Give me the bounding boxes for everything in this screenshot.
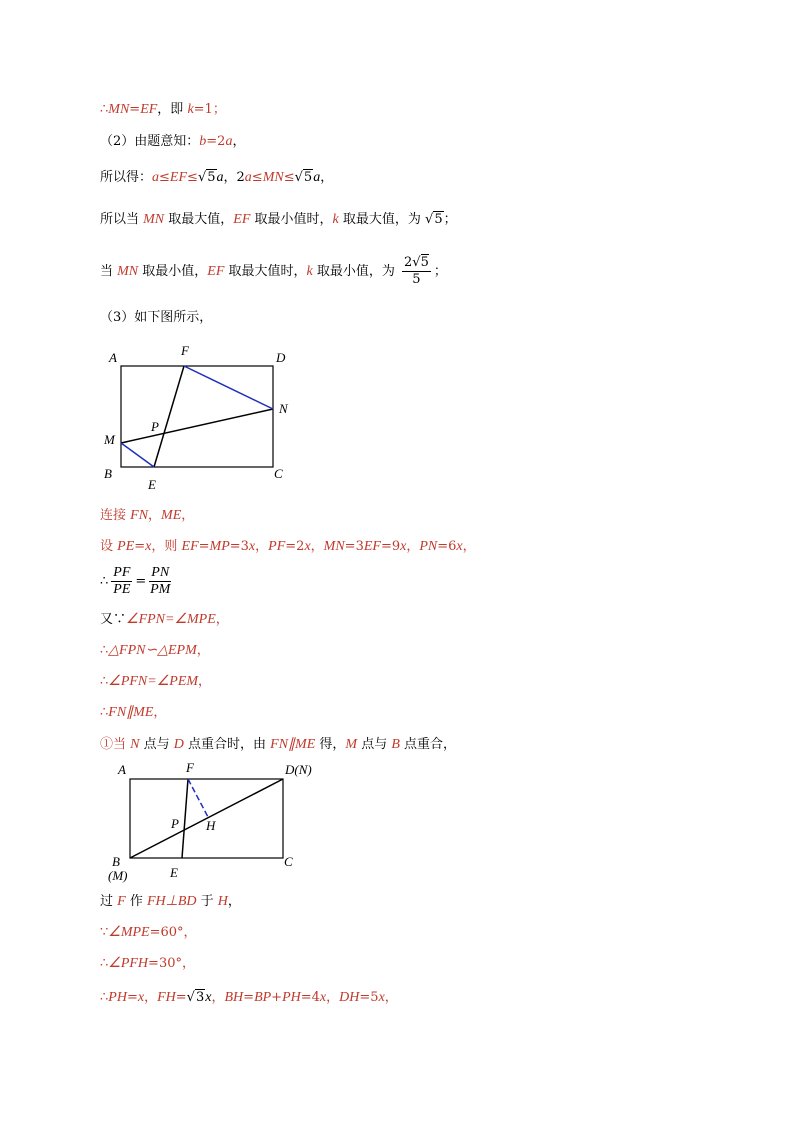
comma: ， [181, 508, 195, 523]
similar-triangles: △FPN∽△EPM [108, 643, 197, 658]
line-12 [100, 674, 211, 690]
therefore-symbol: ∴ [100, 705, 109, 720]
var: BP [254, 990, 272, 1005]
part-3-label: （3）如下图所示， [100, 310, 213, 325]
line-2 [100, 134, 245, 150]
text-so: 所以得： [100, 170, 153, 185]
angle-equality: ∠FPN=∠MPE [126, 612, 216, 627]
segment-me [121, 443, 154, 467]
comma: ， [215, 612, 229, 627]
var-m: M [345, 737, 358, 752]
comma: ， [144, 990, 158, 1005]
var-ef: EF [207, 264, 225, 279]
text: 取最小值，为 [312, 264, 400, 279]
text-also-because: 又∵ [100, 612, 127, 627]
sqrt-three: √3 [186, 990, 205, 1005]
comma: ， [384, 990, 398, 1005]
comma: ， [310, 539, 324, 554]
leq: ≤ [159, 170, 170, 185]
therefore-symbol: ∴ [100, 643, 109, 658]
var-d: D [173, 737, 184, 752]
var: x [378, 990, 385, 1005]
num: =4 [300, 990, 320, 1005]
var-k: k [187, 102, 194, 117]
eq: = [126, 990, 138, 1005]
text: 取最小值时， [250, 212, 333, 227]
fraction-two-sqrt5-over-5: $\frac{2√5}{5}$ [404, 255, 429, 287]
figure-2-rectangle [100, 756, 340, 886]
semicolon: ； [443, 212, 457, 227]
eq: = [175, 990, 187, 1005]
comma: ， [255, 539, 269, 554]
parallel-statement: FN∥ME [108, 705, 154, 720]
var-a: a [216, 170, 224, 185]
label-p: P [151, 419, 159, 434]
text: 点与 [139, 737, 174, 752]
equals: = [135, 574, 147, 589]
var-ef: EF [169, 170, 188, 185]
comma: ， [148, 508, 162, 523]
denominator: PM [150, 582, 171, 597]
leq: ≤ [187, 170, 198, 185]
comma: ， [227, 894, 241, 909]
label-d-n: D(N) [285, 762, 312, 777]
eq: = [134, 539, 146, 554]
radicand: 3 [195, 990, 205, 1005]
num: =3 [344, 539, 364, 554]
var-f: F [117, 894, 126, 909]
label-e: E [148, 477, 156, 492]
var: x [248, 539, 256, 554]
label-a: A [118, 762, 126, 777]
comma: ， [198, 674, 212, 689]
var: FH [157, 990, 176, 1005]
comma: ， [232, 134, 246, 149]
label-b: B [104, 466, 112, 481]
perpendicular-statement: FH⊥BD [146, 894, 197, 909]
comma: ， [406, 539, 420, 554]
var: MP [209, 539, 230, 554]
comma: ， [320, 170, 334, 185]
var: PN [419, 539, 438, 554]
var: x [304, 539, 311, 554]
var-me: ME [161, 508, 182, 523]
comma: ， [153, 705, 167, 720]
line-7 [100, 508, 194, 524]
numerator: PN [151, 565, 170, 580]
line-18 [100, 990, 398, 1006]
var: x [456, 539, 463, 554]
num: =6 [437, 539, 457, 554]
text: 所以当 [100, 212, 144, 227]
var: EF [363, 539, 381, 554]
part-2-label: （2）由题意知： [100, 134, 200, 149]
num: =3 [229, 539, 249, 554]
var: x [137, 990, 145, 1005]
var: MN [323, 539, 345, 554]
var-mn: MN [143, 212, 165, 227]
segment-fn [184, 366, 273, 409]
plus: + [271, 990, 283, 1005]
var-mn: MN [108, 102, 130, 117]
leq: ≤ [251, 170, 263, 185]
angle: ∠PFH [108, 956, 149, 971]
line-6 [100, 310, 212, 326]
text: 作 [125, 894, 147, 909]
var-k: k [306, 264, 313, 279]
num: =2 [285, 539, 305, 554]
var: PE [117, 539, 135, 554]
comma: ， [462, 539, 476, 554]
label-f: F [181, 343, 189, 358]
fraction-pn-pm [149, 565, 171, 598]
label-e: E [170, 865, 178, 880]
text-let: 设 [100, 539, 118, 554]
equals: = [129, 102, 141, 117]
therefore-symbol: ∴ [100, 990, 109, 1005]
sqrt-five: √5 [294, 170, 313, 185]
var: x [400, 539, 407, 554]
line-5 [100, 254, 447, 290]
line-9 [100, 564, 174, 600]
line-13 [100, 705, 166, 721]
label-b: B [112, 854, 120, 869]
radicand: 5 [420, 255, 429, 270]
line-10 [100, 612, 229, 628]
text: 取最大值， [164, 212, 234, 227]
var: DH [339, 990, 360, 1005]
var-fn: FN [130, 508, 149, 523]
label-m: M [104, 432, 115, 447]
radicand: 5 [434, 212, 443, 227]
segment-mn [121, 409, 273, 443]
var: x [145, 539, 152, 554]
text: 过 [100, 894, 118, 909]
therefore-symbol: ∴ [100, 674, 109, 689]
rectangle-abcd [121, 366, 273, 467]
radicand: 5 [303, 170, 313, 185]
segment-fh-dashed [188, 779, 208, 817]
numerator-coefficient: 2 [404, 255, 413, 270]
text: 取最大值时， [224, 264, 307, 279]
var-a: a [152, 170, 160, 185]
text: 取最大值，为 [338, 212, 426, 227]
var-ef: EF [140, 102, 158, 117]
angle-equality: ∠PFN=∠PEM [108, 674, 199, 689]
var: PH [108, 990, 127, 1005]
var: PH [282, 990, 301, 1005]
text: ，则 [151, 539, 182, 554]
num: =5 [359, 990, 379, 1005]
var-b: B [391, 737, 400, 752]
radicand: 5 [207, 170, 216, 185]
var-k: k [332, 212, 339, 227]
var-a: a [244, 170, 252, 185]
comma: ， [326, 990, 340, 1005]
eq: = [198, 539, 210, 554]
equals-two: =2 [206, 134, 226, 149]
angle: ∠MPE [108, 925, 150, 940]
therefore-symbol: ∴ [100, 574, 109, 589]
text: 点与 [357, 737, 392, 752]
line-4 [100, 212, 457, 228]
var-a: a [225, 134, 233, 149]
var-a: a [313, 170, 321, 185]
leq: ≤ [283, 170, 295, 185]
text: 得， [315, 737, 346, 752]
label-f: F [186, 760, 194, 775]
label-m: (M) [108, 868, 128, 883]
line-8 [100, 539, 476, 555]
label-c: C [284, 854, 293, 869]
line-14 [100, 737, 456, 753]
denominator: 5 [412, 272, 421, 287]
var: x [205, 990, 212, 1005]
comma: ， [211, 990, 225, 1005]
label-n: N [279, 401, 288, 416]
label-h: H [206, 818, 216, 833]
because-symbol: ∵ [100, 925, 109, 940]
var-h: H [217, 894, 228, 909]
var: EF [181, 539, 199, 554]
text-connect: 连接 [100, 508, 131, 523]
segment-fe [182, 779, 188, 858]
sqrt-five: √5 [197, 170, 216, 185]
line-15 [100, 894, 241, 910]
line-17 [100, 956, 195, 972]
label-d: D [276, 350, 286, 365]
case-one-label: ①当 [100, 737, 131, 752]
therefore-symbol: ∴ [100, 956, 109, 971]
text: 取最小值， [138, 264, 208, 279]
text: 点重合， [399, 737, 457, 752]
numerator: PF [113, 565, 131, 580]
therefore-symbol: ∴ [100, 102, 109, 117]
label-a: A [109, 350, 117, 365]
semicolon: ； [433, 264, 447, 279]
eq: = [243, 990, 255, 1005]
var-mn: MN [262, 170, 284, 185]
var-b: b [199, 134, 207, 149]
var-ef: EF [233, 212, 251, 227]
var-mn: MN [117, 264, 139, 279]
angle-value: =30°， [148, 956, 195, 971]
line-16 [100, 925, 197, 941]
value-one: =1； [193, 102, 226, 117]
figure-1-rectangle [95, 340, 315, 495]
angle-value: =60°， [149, 925, 197, 940]
text: 于 [196, 894, 218, 909]
sqrt-five: √5 [425, 212, 443, 227]
line-11 [100, 643, 210, 659]
label-p: P [171, 816, 179, 831]
denominator: PE [113, 582, 131, 597]
var: x [319, 990, 327, 1005]
text: 当 [100, 264, 118, 279]
var-n: N [130, 737, 140, 752]
text-comma-two: ，2 [223, 170, 245, 185]
line-1 [100, 102, 226, 118]
num: =9 [380, 539, 401, 554]
parallel-statement: FN∥ME [270, 737, 316, 752]
comma: ， [196, 643, 210, 658]
text-namely: ，即 [157, 102, 188, 117]
text: 点重合时，由 [183, 737, 271, 752]
line-3 [100, 170, 333, 186]
label-c: C [274, 466, 283, 481]
segment-fe [154, 366, 184, 467]
fraction-pf-pe [111, 565, 132, 598]
var: PF [268, 539, 286, 554]
var: BH [224, 990, 244, 1005]
